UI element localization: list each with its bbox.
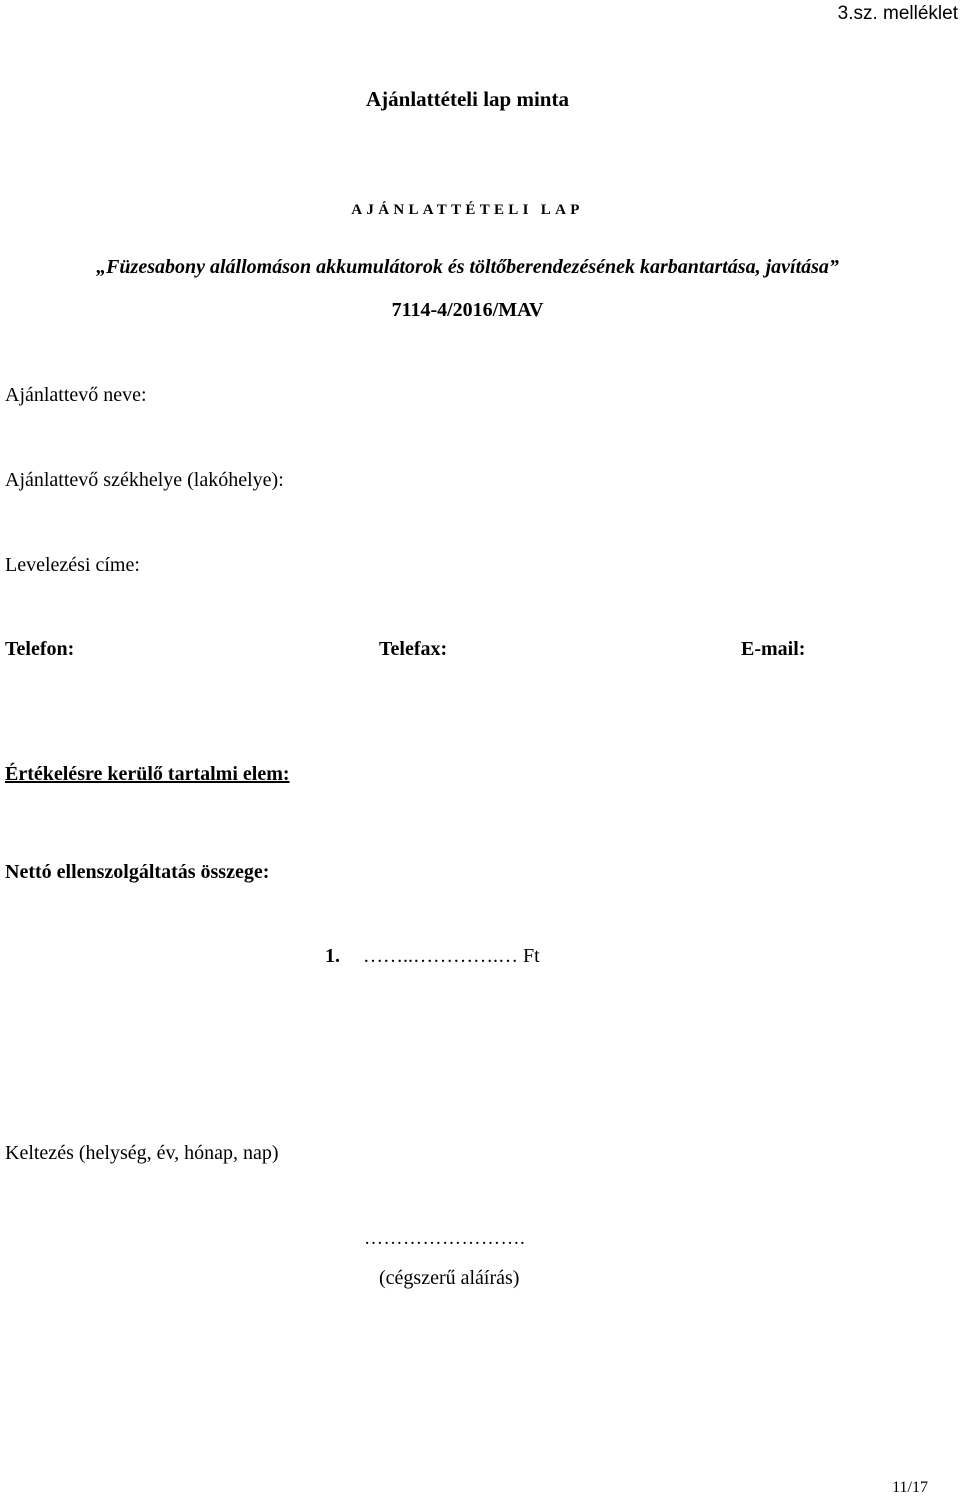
phone-label: Telefon: xyxy=(5,638,75,660)
email-label: E-mail: xyxy=(741,638,806,660)
bidder-name-label: Ajánlattevő neve: xyxy=(5,384,147,406)
item-number: 1. xyxy=(325,945,340,967)
form-heading: AJÁNLATTÉTELI LAP xyxy=(351,202,584,218)
signature-label: (cégszerű aláírás) xyxy=(379,1267,520,1289)
amount-placeholder: ……..………….… Ft xyxy=(363,945,540,967)
evaluation-heading: Értékelésre kerülő tartalmi elem: xyxy=(5,763,290,785)
document-title: Ajánlattételi lap minta xyxy=(366,87,569,111)
net-amount-label: Nettó ellenszolgáltatás összege: xyxy=(5,861,270,883)
date-place-label: Keltezés (helység, év, hónap, nap) xyxy=(5,1142,279,1164)
page-number: 11/17 xyxy=(892,1479,928,1496)
bidder-seat-label: Ajánlattevő székhelye (lakóhelye): xyxy=(5,469,284,491)
annex-label: 3.sz. melléklet xyxy=(837,3,958,24)
signature-line: ……………………. xyxy=(364,1228,526,1249)
mailing-address-label: Levelezési címe: xyxy=(5,554,140,576)
reference-number: 7114-4/2016/MAV xyxy=(391,299,544,321)
fax-label: Telefax: xyxy=(379,638,448,660)
procurement-subject: „Füzesabony alállomáson akkumulátorok és töltőberendezésének karbantartása, javítása” xyxy=(96,256,839,278)
